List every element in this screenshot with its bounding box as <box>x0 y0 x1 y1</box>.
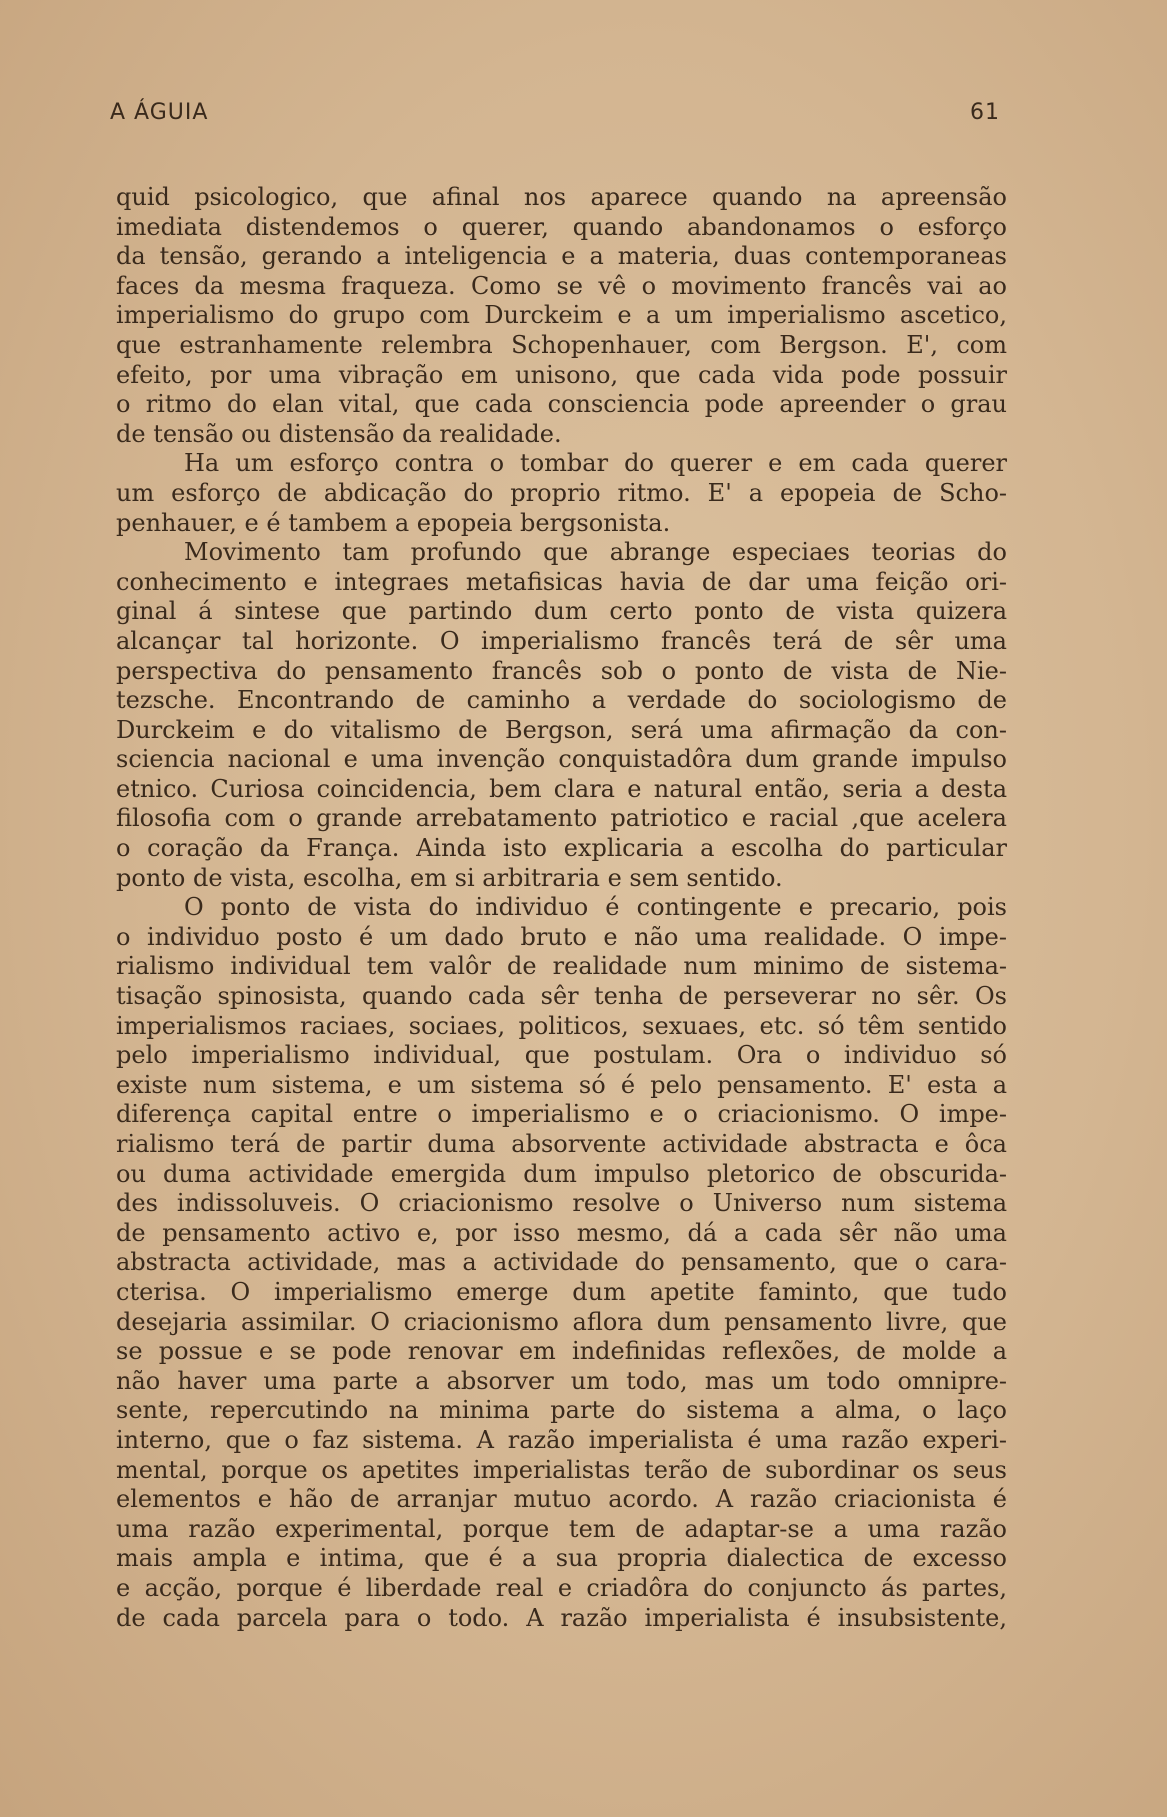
text-line: pelo imperialismo individual, que postulam. Ora o individuo só <box>116 1041 1007 1070</box>
text-line: Movimento tam profundo que abrange especiaes teorias do <box>184 538 1007 567</box>
text-line: o ritmo do elan vital, que cada consciencia pode apreender o grau <box>116 390 1007 419</box>
text-line: penhauer, e é tambem a epopeia bergsonista. <box>116 508 671 537</box>
text-line: imperialismo do grupo com Durckeim e a um imperialismo ascetico, <box>116 301 1007 330</box>
text-line: da tensão, gerando a inteligencia e a materia, duas contemporaneas <box>116 242 1007 271</box>
text-line: e acção, porque é liberdade real e criadôra do conjuncto ás partes, <box>116 1573 1007 1602</box>
text-line: diferença capital entre o imperialismo e o criacionismo. O impe- <box>116 1100 1007 1129</box>
text-line: sente, repercutindo na minima parte do sistema a alma, o laço <box>116 1396 1007 1425</box>
text-line: existe num sistema, e um sistema só é pelo pensamento. E' esta a <box>116 1070 1007 1099</box>
text-line: rialismo individual tem valôr de realidade num minimo de sistema- <box>116 952 1007 981</box>
journal-title: A ÁGUIA <box>110 100 209 125</box>
text-line: um esforço de abdicação do proprio ritmo. E' a epopeia de Scho- <box>116 478 1007 507</box>
text-line: ponto de vista, escolha, em si arbitraria e sem sentido. <box>116 863 783 892</box>
text-line: Durckeim e do vitalismo de Bergson, será uma afirmação da con- <box>116 715 1007 744</box>
text-line: elementos e hão de arranjar mutuo acordo. A razão criacionista é <box>116 1485 1007 1514</box>
text-line: tisação spinosista, quando cada sêr tenha de perseverar no sêr. Os <box>116 982 1007 1011</box>
text-line: imperialismos raciaes, sociaes, politicos, sexuaes, etc. só têm sentido <box>116 1011 1007 1040</box>
text-line: abstracta actividade, mas a actividade do pensamento, que o cara- <box>116 1248 1007 1277</box>
text-line: que estranhamente relembra Schopenhauer, com Bergson. E', com <box>116 330 1007 359</box>
text-line: imediata distendemos o querer, quando abandonamos o esforço <box>116 212 1007 241</box>
text-line: o individuo posto é um dado bruto e não uma realidade. O impe- <box>116 922 1007 951</box>
page-number: 61 <box>970 100 1000 125</box>
text-line: de pensamento activo e, por isso mesmo, dá a cada sêr não uma <box>116 1218 1007 1247</box>
text-line: rialismo terá de partir duma absorvente actividade abstracta e ôca <box>116 1130 1007 1158</box>
text-line: de tensão ou distensão da realidade. <box>116 419 562 448</box>
text-line: etnico. Curiosa coincidencia, bem clara e natural então, seria a desta <box>116 774 1007 803</box>
text-line: perspectiva do pensamento francês sob o ponto de vista de Nie- <box>116 656 1007 685</box>
body-text <box>116 183 1007 1633</box>
text-line: Ha um esforço contra o tombar do querer e em cada querer <box>184 449 1007 478</box>
running-header <box>110 100 1000 140</box>
text-line: desejaria assimilar. O criacionismo aflora dum pensamento livre, que <box>116 1307 1007 1336</box>
text-line: mais ampla e intima, que é a sua propria dialectica de excesso <box>116 1544 1007 1573</box>
text-line: interno, que o faz sistema. A razão imperialista é uma razão experi- <box>116 1425 1007 1454</box>
text-line: alcançar tal horizonte. O imperialismo francês terá de sêr uma <box>116 626 1007 655</box>
text-line: des indissoluveis. O criacionismo resolve o Universo num sistema <box>116 1189 1007 1218</box>
text-line: mental, porque os apetites imperialistas terão de subordinar os seus <box>116 1455 1007 1484</box>
text-line: filosofia com o grande arrebatamento patriotico e racial ,que acelera <box>116 804 1007 833</box>
text-line: de cada parcela para o todo. A razão imperialista é insubsistente, <box>116 1603 1007 1632</box>
text-line: conhecimento e integraes metafisicas havia de dar uma feição ori- <box>116 567 1007 596</box>
text-line: uma razão experimental, porque tem de adaptar-se a uma razão <box>116 1514 1007 1543</box>
text-line: tezsche. Encontrando de caminho a verdade do sociologismo de <box>116 686 1007 715</box>
text-line: se possue e se pode renovar em indefinidas reflexões, de molde a <box>116 1337 1007 1366</box>
text-line: ou duma actividade emergida dum impulso pletorico de obscurida- <box>116 1159 1007 1188</box>
text-line: não haver uma parte a absorver um todo, mas um todo omnipre- <box>116 1366 1007 1395</box>
text-line: faces da mesma fraqueza. Como se vê o movimento francês vai ao <box>116 271 1007 300</box>
text-line: sciencia nacional e uma invenção conquistadôra dum grande impulso <box>116 745 1007 774</box>
text-line: o coração da França. Ainda isto explicaria a escolha do particular <box>116 834 1007 863</box>
text-line: ginal á sintese que partindo dum certo ponto de vista quizera <box>116 597 1007 626</box>
text-line: O ponto de vista do individuo é contingente e precario, pois <box>184 893 1007 922</box>
text-line: efeito, por uma vibração em unisono, que cada vida pode possuir <box>116 360 1007 389</box>
text-line: cterisa. O imperialismo emerge dum apetite faminto, que tudo <box>116 1277 1007 1306</box>
text-line: quid psicologico, que afinal nos aparece quando na apreensão <box>116 183 1007 211</box>
